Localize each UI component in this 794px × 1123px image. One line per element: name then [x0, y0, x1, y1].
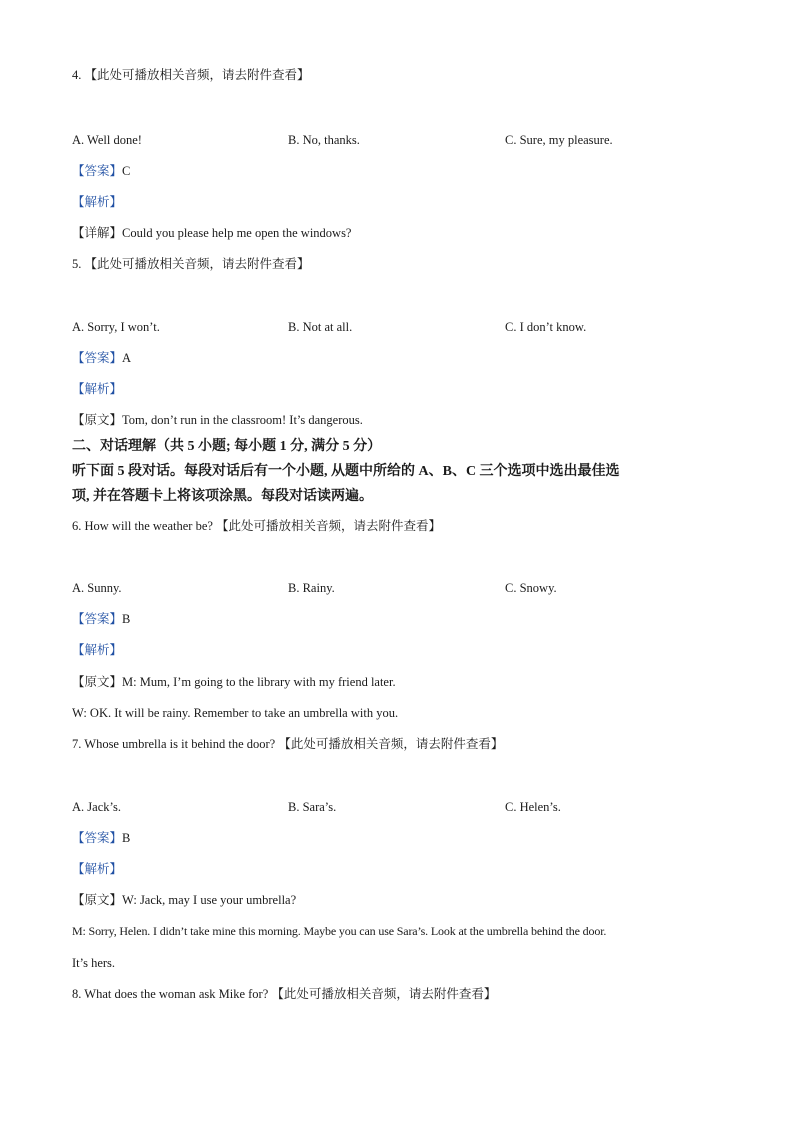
q5-option-a: A. Sorry, I won’t.: [72, 320, 160, 334]
q5-analysis: [72, 381, 122, 397]
answer-value: C: [122, 164, 131, 178]
q7-source-line1: [72, 892, 296, 908]
q7-source-line2: M: Sorry, Helen. I didn’t take mine this morning. Maybe you can use Sara’s. Look at the umbrella behind the door.: [72, 924, 607, 938]
q6-analysis: [72, 642, 122, 658]
source-tag: 【原文】: [72, 893, 123, 907]
q7-stem: 7. Whose umbrella is it behind the door? 【此处可播放相关音频，请去附件查看】: [72, 737, 504, 751]
q4-option-b: B. No, thanks.: [288, 133, 360, 147]
analysis-tag: 【解析】: [72, 643, 123, 657]
q4-detail: [72, 225, 351, 241]
source-text: Tom, don’t run in the classroom! It’s dangerous.: [122, 413, 363, 427]
q6-option-b: B. Rainy.: [288, 581, 335, 595]
q4-option-a: A. Well done!: [72, 133, 142, 147]
q8-stem: 8. What does the woman ask Mike for? 【此处可播放相关音频，请去附件查看】: [72, 987, 497, 1001]
answer-tag: 【答案】: [72, 612, 123, 626]
answer-tag: 【答案】: [72, 831, 123, 845]
analysis-tag: 【解析】: [72, 862, 123, 876]
q6-source-line1: [72, 674, 396, 690]
answer-value: B: [122, 831, 131, 845]
q5-option-b: B. Not at all.: [288, 320, 353, 334]
q6-source-line2: W: OK. It will be rainy. Remember to take an umbrella with you.: [72, 706, 399, 720]
section-instruction-line2: 项, 并在答题卡上将该项涂黑。每段对话读两遍。: [72, 489, 373, 504]
q6-option-c: C. Snowy.: [505, 581, 557, 595]
detail-text: Could you please help me open the windows?: [122, 226, 352, 240]
source-tag: 【原文】: [72, 675, 123, 689]
q5-source: [72, 412, 363, 428]
q4-analysis: [72, 194, 122, 210]
answer-tag: 【答案】: [72, 164, 123, 178]
q7-option-b: B. Sara’s.: [288, 800, 337, 814]
q7-answer: [72, 830, 130, 846]
q5-answer: [72, 350, 131, 366]
q7-option-a: A. Jack’s.: [72, 800, 121, 814]
q7-source-line3: It’s hers.: [72, 956, 116, 970]
q5-stem: 5. 【此处可播放相关音频，请去附件查看】: [72, 257, 310, 271]
analysis-tag: 【解析】: [72, 382, 123, 396]
source-text: W: Jack, may I use your umbrella?: [122, 893, 297, 907]
analysis-tag: 【解析】: [72, 195, 123, 209]
answer-tag: 【答案】: [72, 351, 123, 365]
q4-option-c: C. Sure, my pleasure.: [505, 133, 613, 147]
detail-tag: 【详解】: [72, 226, 123, 240]
q6-stem: 6. How will the weather be? 【此处可播放相关音频，请去附件查看】: [72, 519, 442, 533]
q7-option-c: C. Helen’s.: [505, 800, 561, 814]
q5-option-c: C. I don’t know.: [505, 320, 587, 334]
q6-option-a: A. Sunny.: [72, 581, 122, 595]
answer-value: A: [122, 351, 132, 365]
source-tag: 【原文】: [72, 413, 123, 427]
answer-value: B: [122, 612, 131, 626]
section-instruction-line1: 听下面 5 段对话。每段对话后有一个小题, 从题中所给的 A、B、C 三个选项中选出最佳选: [72, 464, 620, 479]
q6-answer: [72, 611, 130, 627]
q4-answer: [72, 163, 130, 179]
q4-stem: 4. 【此处可播放相关音频，请去附件查看】: [72, 68, 310, 82]
section-heading: 二、对话理解（共 5 小题; 每小题 1 分, 满分 5 分）: [72, 439, 382, 454]
q7-analysis: [72, 861, 122, 877]
source-text: M: Mum, I’m going to the library with my friend later.: [122, 675, 396, 689]
